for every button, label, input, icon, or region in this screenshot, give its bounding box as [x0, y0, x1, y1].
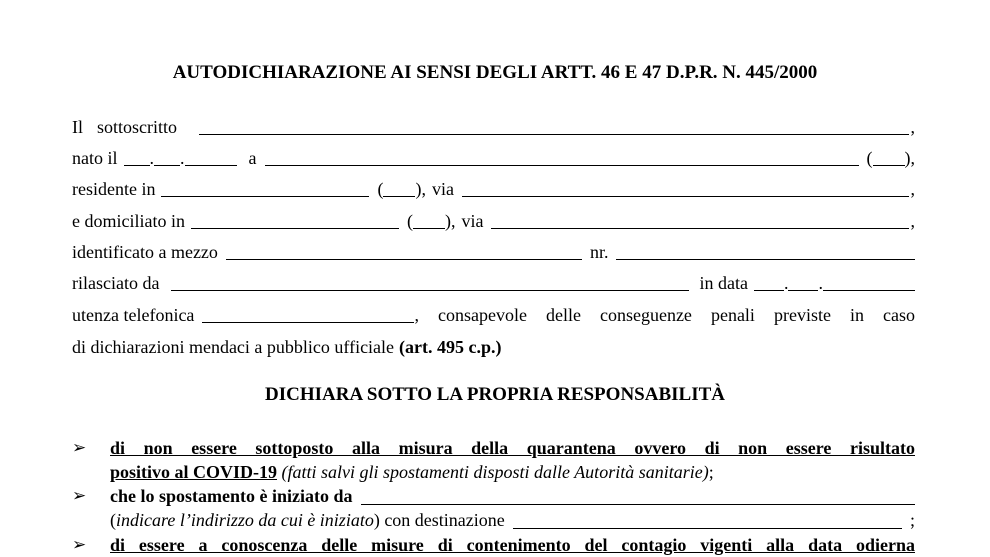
issue-month-field[interactable]: [788, 272, 818, 291]
domicile-province-field[interactable]: [413, 210, 445, 229]
row-utenza: [72, 302, 915, 326]
issue-day-field[interactable]: [754, 272, 784, 291]
date-separator: .: [783, 273, 789, 293]
paren-open: (: [377, 179, 384, 199]
document-title: AUTODICHIARAZIONE AI SENSI DEGLI ARTT. 46 E 47 D.P.R. N. 445/2000: [172, 62, 818, 83]
row-identificato: [72, 239, 915, 263]
residence-city-field[interactable]: [161, 178, 369, 197]
row-sottoscritto: [72, 114, 915, 138]
birth-day-field[interactable]: [124, 147, 150, 166]
bullet-1-italic: (fatti salvi gli spostamenti disposti dalle Autorità sanitarie): [281, 462, 709, 482]
paren-open: (: [406, 211, 413, 231]
bullet-2-end: ;: [909, 510, 915, 530]
name-field[interactable]: [199, 116, 909, 135]
paren-open: (: [866, 148, 873, 168]
bullet-1-covid: positivo al COVID-19: [110, 462, 278, 482]
birthplace-field[interactable]: [265, 147, 859, 166]
arrow-bullet-icon: ➢: [72, 535, 87, 554]
label-via: via: [431, 179, 454, 199]
label-il: Il: [72, 117, 83, 137]
issuer-field[interactable]: [171, 272, 689, 291]
domicile-street-field[interactable]: [491, 210, 908, 229]
id-number-field[interactable]: [616, 241, 915, 260]
date-separator: .: [818, 273, 823, 293]
row-dichiarazioni: [72, 334, 915, 358]
residence-province-field[interactable]: [383, 178, 415, 197]
id-document-field[interactable]: [226, 241, 582, 260]
row-nato: [72, 145, 915, 169]
bullet-2-italic: indicare l’indirizzo da cui è iniziato: [116, 510, 374, 530]
label-utenza: utenza telefonica: [72, 305, 195, 325]
row-rilasciato: [72, 270, 915, 294]
label-sottoscritto: sottoscritto: [97, 117, 177, 137]
birth-year-field[interactable]: [185, 147, 237, 166]
comma: ,: [910, 211, 915, 231]
bullet-2-rest: ) con destinazione: [373, 510, 505, 530]
arrow-bullet-icon: ➢: [72, 486, 87, 505]
label-identificato: identificato a mezzo: [72, 242, 218, 262]
bullet-1-line-2: [110, 460, 915, 484]
date-separator: .: [149, 148, 154, 168]
residence-street-field[interactable]: [462, 178, 909, 197]
issue-year-field[interactable]: [823, 272, 915, 291]
label-domiciliato-in: e domiciliato in: [72, 211, 185, 231]
label-a: a: [248, 148, 257, 168]
phone-field[interactable]: [202, 304, 414, 323]
label-rilasciato-da: rilasciato da: [72, 273, 160, 293]
bullet-2-label: che lo spostamento è iniziato da: [110, 486, 353, 506]
birth-province-field[interactable]: [873, 147, 905, 166]
comma: ,: [910, 117, 915, 137]
consapevole-text: , consapevole delle conseguenze penali previste in caso: [414, 305, 915, 325]
label-nato-il: nato il: [72, 148, 118, 168]
date-separator: .: [180, 148, 185, 168]
bullet-2-open: (: [110, 510, 116, 530]
bullet-1-end: ;: [708, 462, 714, 482]
comma: ,: [910, 179, 915, 199]
row-domiciliato: [72, 208, 915, 232]
label-residente-in: residente in: [72, 179, 156, 199]
departure-address-field[interactable]: [361, 486, 916, 505]
bullet-3-line-1: di essere a conoscenza delle misure di contenimento del contagio vigenti alla data odierna: [110, 535, 915, 555]
paren-close: ),: [415, 179, 426, 199]
domicile-city-field[interactable]: [191, 210, 399, 229]
dichiarazioni-text: di dichiarazioni mendaci a pubblico ufficiale: [72, 337, 395, 357]
paren-close: ),: [904, 148, 915, 168]
birth-month-field[interactable]: [154, 147, 180, 166]
section-heading: DICHIARA SOTTO LA PROPRIA RESPONSABILITÀ: [265, 384, 725, 405]
arrow-bullet-icon: ➢: [72, 438, 87, 457]
label-via: via: [461, 211, 484, 231]
bullet-2-line-1: [110, 484, 915, 508]
row-residente: [72, 176, 915, 200]
bullet-1-line-1: di non essere sottoposto alla misura della quarantena ovvero di non essere risultato: [110, 438, 915, 458]
paren-close: ),: [444, 211, 456, 231]
label-in-data: in data: [699, 273, 748, 293]
bullet-2-line-2: [110, 508, 915, 532]
article-reference: (art. 495 c.p.): [399, 337, 502, 357]
label-nr: nr.: [589, 242, 609, 262]
destination-field[interactable]: [513, 510, 902, 529]
